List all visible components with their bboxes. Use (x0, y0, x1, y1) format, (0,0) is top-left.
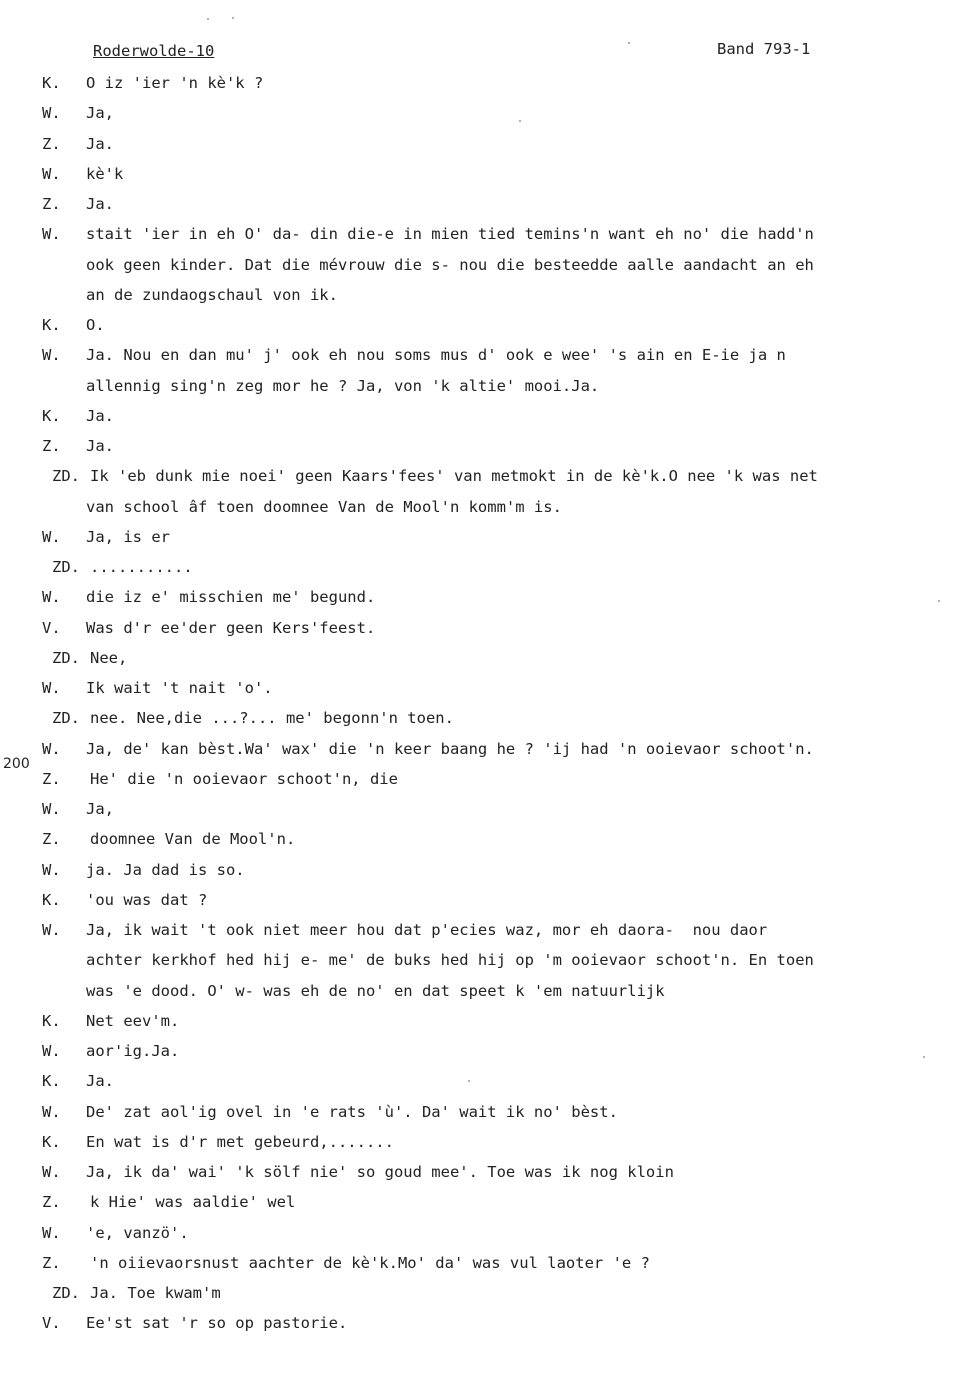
utterance-text: an de zundaogschaul von ik. (86, 286, 338, 304)
speaker-label: K. (42, 74, 61, 92)
utterance-text: doomnee Van de Mool'n. (90, 830, 296, 848)
utterance-text: He' die 'n ooievaor schoot'n, die (90, 770, 398, 788)
scan-speck (207, 18, 209, 20)
scan-speck (468, 1080, 470, 1082)
speaker-label: Z. (42, 830, 61, 848)
scan-speck (519, 120, 521, 122)
utterance-text: ook geen kinder. Dat die mévrouw die s- nou die besteedde aalle aandacht an eh (86, 256, 814, 274)
utterance-text: Ja, de' kan bèst.Wa' wax' die 'n keer baang he ? 'ij had 'n ooievaor schoot'n. (86, 740, 814, 758)
speaker-label: W. (42, 165, 61, 183)
speaker-label: V. (42, 1314, 61, 1332)
utterance-text: O iz 'ier 'n kè'k ? (86, 74, 264, 92)
speaker-label: W. (42, 1224, 61, 1242)
speaker-label: W. (42, 104, 61, 122)
scan-speck (232, 17, 234, 19)
speaker-label: W. (42, 588, 61, 606)
speaker-label: Z. (42, 135, 61, 153)
speaker-label: K. (42, 407, 61, 425)
utterance-text: De' zat aol'ig ovel in 'e rats 'ù'. Da' wait ik no' bèst. (86, 1103, 618, 1121)
utterance-text: aor'ig.Ja. (86, 1042, 180, 1060)
speaker-label: W. (42, 225, 61, 243)
utterance-text: Nee, (90, 649, 128, 667)
utterance-text: k Hie' was aaldie' wel (90, 1193, 296, 1211)
utterance-text: achter kerkhof hed hij e- me' de buks hed hij op 'm ooievaor schoot'n. En toen (86, 951, 814, 969)
utterance-text: Ja. (86, 1072, 114, 1090)
speaker-label: K. (42, 891, 61, 909)
utterance-text: allennig sing'n zeg mor he ? Ja, von 'k altie' mooi.Ja. (86, 377, 600, 395)
speaker-label: K. (42, 1133, 61, 1151)
utterance-text: Ik wait 't nait 'o'. (86, 679, 273, 697)
utterance-text: Ee'st sat 'r so op pastorie. (86, 1314, 348, 1332)
band-number: Band 793-1 (717, 40, 811, 58)
utterance-text: Ja. (86, 437, 114, 455)
utterance-text: ........... (90, 558, 193, 576)
scan-speck (628, 42, 630, 44)
speaker-label: Z. (42, 437, 61, 455)
speaker-label: W. (42, 1042, 61, 1060)
speaker-label: V. (42, 619, 61, 637)
utterance-text: Ja. Nou en dan mu' j' ook eh nou soms mus d' ook e wee' 's ain en E-ie ja n (86, 346, 786, 364)
utterance-text: Ja, (86, 800, 114, 818)
utterance-text: Ja. (86, 135, 114, 153)
utterance-text: Was d'r ee'der geen Kers'feest. (86, 619, 376, 637)
speaker-label: ZD. (52, 649, 80, 667)
speaker-label: ZD. (52, 467, 80, 485)
utterance-text: Ja, ik da' wai' 'k sölf nie' so goud mee'. Toe was ik nog kloin (86, 1163, 674, 1181)
utterance-text: ja. Ja dad is so. (86, 861, 245, 879)
speaker-label: K. (42, 316, 61, 334)
speaker-label: W. (42, 528, 61, 546)
document-title: Roderwolde-10 (93, 42, 215, 60)
speaker-label: Z. (42, 195, 61, 213)
scan-speck (938, 600, 940, 602)
utterance-text: Ja. Toe kwam'm (90, 1284, 221, 1302)
speaker-label: W. (42, 861, 61, 879)
speaker-label: W. (42, 1103, 61, 1121)
utterance-text: die iz e' misschien me' begund. (86, 588, 376, 606)
utterance-text: 'ou was dat ? (86, 891, 208, 909)
speaker-label: K. (42, 1072, 61, 1090)
utterance-text: O. (86, 316, 105, 334)
utterance-text: 'e, vanzö'. (86, 1224, 189, 1242)
utterance-text: Ja, ik wait 't ook niet meer hou dat p'ecies waz, mor eh daora- nou daor (86, 921, 768, 939)
speaker-label: Z. (42, 1193, 61, 1211)
utterance-text: was 'e dood. O' w- was eh de no' en dat speet k 'em natuurlijk (86, 982, 665, 1000)
speaker-label: W. (42, 800, 61, 818)
speaker-label: K. (42, 1012, 61, 1030)
speaker-label: ZD. (52, 558, 80, 576)
speaker-label: ZD. (52, 1284, 80, 1302)
utterance-text: Ja. (86, 407, 114, 425)
speaker-label: ZD. (52, 709, 80, 727)
utterance-text: Ja, (86, 104, 114, 122)
speaker-label: Z. (42, 1254, 61, 1272)
utterance-text: Net eev'm. (86, 1012, 180, 1030)
speaker-label: W. (42, 679, 61, 697)
utterance-text: van school âf toen doomnee Van de Mool'n komm'm is. (86, 498, 562, 516)
speaker-label: W. (42, 921, 61, 939)
utterance-text: Ja. (86, 195, 114, 213)
utterance-text: 'n oiievaorsnust aachter de kè'k.Mo' da' was vul laoter 'e ? (90, 1254, 650, 1272)
speaker-label: W. (42, 346, 61, 364)
utterance-text: kè'k (86, 165, 124, 183)
speaker-label: Z. (42, 770, 61, 788)
utterance-text: stait 'ier in eh O' da- din die-e in mien tied temins'n want eh no' die hadd'n (86, 225, 814, 243)
utterance-text: nee. Nee,die ...?... me' begonn'n toen. (90, 709, 454, 727)
utterance-text: Ik 'eb dunk mie noei' geen Kaars'fees' van metmokt in de kè'k.O nee 'k was net (90, 467, 818, 485)
utterance-text: En wat is d'r met gebeurd,....... (86, 1133, 394, 1151)
margin-line-number: 200 (3, 756, 30, 772)
scan-speck (923, 1056, 925, 1058)
speaker-label: W. (42, 1163, 61, 1181)
speaker-label: W. (42, 740, 61, 758)
utterance-text: Ja, is er (86, 528, 170, 546)
